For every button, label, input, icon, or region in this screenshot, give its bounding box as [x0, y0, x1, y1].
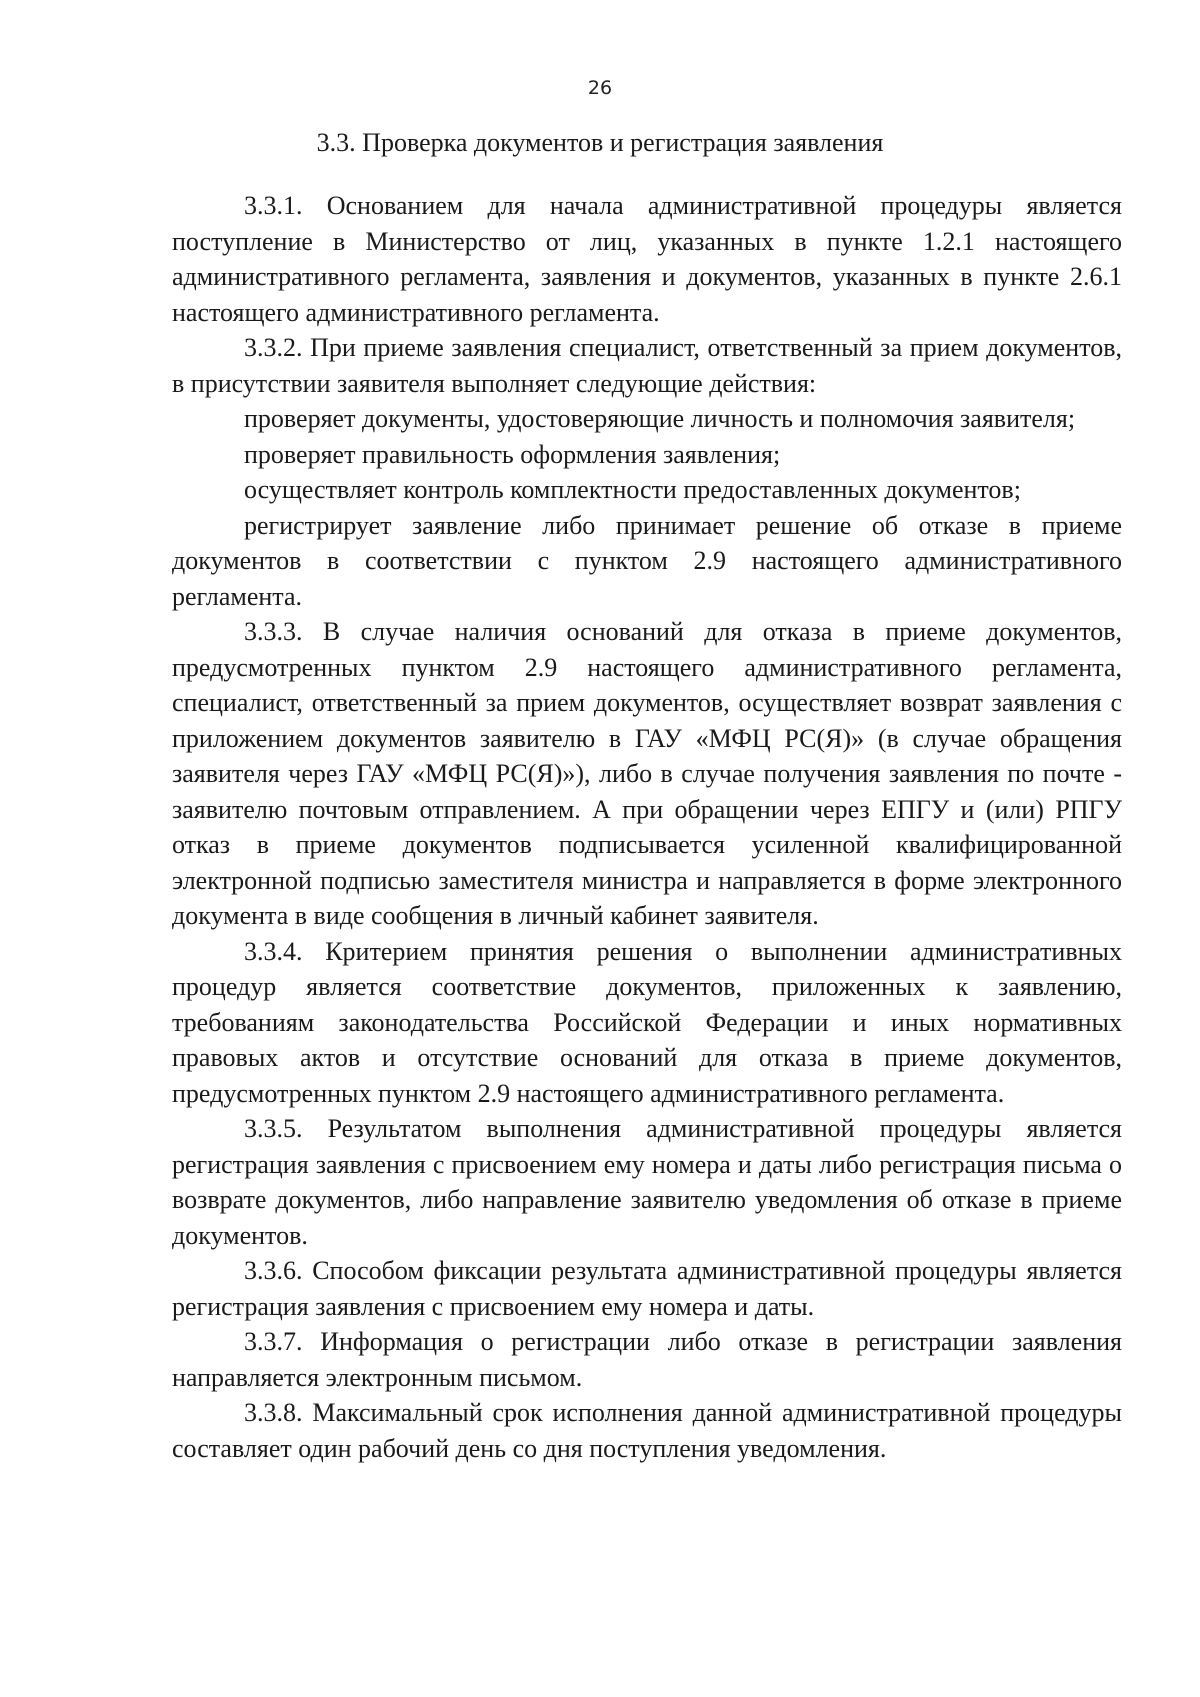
- action-register-or-refuse: регистрирует заявление либо принимает решение об отказе в приеме документов в соответствии с пунктом 2.9 настоящего административного регламента.: [172, 510, 1122, 611]
- paragraph-3-3-1: 3.3.1. Основанием для начала административной процедуры является поступление в Министерство от лиц, указанных в пункте 1.2.1 настоящего административного регламента, заявления и документов, указанных в пункте 2.6.1 настоящего административного регламента.: [172, 191, 1122, 327]
- paragraph-3-3-4: 3.3.4. Критерием принятия решения о выполнении административных процедур является соответствие документов, приложенных к заявлению, требованиям законодательства Российской Федерации и иных нормативных правовых актов и отсутствие оснований для отказа в приеме документов, предусмотренных пунктом 2.9 настоящего административного регламента.: [172, 936, 1122, 1108]
- paragraph-3-3-3: 3.3.3. В случае наличия оснований для отказа в приеме документов, предусмотренных пунктом 2.9 настоящего административного регламента, специалист, ответственный за прием документов, осуществляет возврат заявления с приложением документов заявителю в ГАУ «МФЦ РС(Я)» (в случае обращения заявителя через ГАУ «МФЦ РС(Я)»), либо в случае получения заявления по почте - заявителю почтовым отправлением. А при обращении через ЕПГУ и (или) РПГУ отказ в приеме документов подписывается усиленной квалифицированной электронной подписью заместителя министра и направляется в форме электронного документа в виде сообщения в личный кабинет заявителя.: [172, 617, 1122, 930]
- action-check-application-form: проверяет правильность оформления заявления;: [244, 439, 781, 469]
- page-number: 26: [587, 77, 613, 99]
- paragraph-3-3-2: 3.3.2. При приеме заявления специалист, ответственный за прием документов, в присутствии заявителя выполняет следующие действия:: [172, 333, 1122, 398]
- section-title: 3.3. Проверка документов и регистрация заявления: [316, 128, 884, 157]
- paragraph-3-3-8: 3.3.8. Максимальный срок исполнения данной административной процедуры составляет один рабочий день со дня поступления уведомления.: [172, 1398, 1122, 1463]
- paragraph-3-3-5: 3.3.5. Результатом выполнения административной процедуры является регистрация заявления с присвоением ему номера и даты либо регистрация письма о возврате документов, либо направление заявителю уведомления об отказе в приеме документов.: [172, 1114, 1122, 1250]
- paragraph-3-3-7: 3.3.7. Информация о регистрации либо отказе в регистрации заявления направляется электронным письмом.: [172, 1327, 1122, 1392]
- action-check-identity: проверяет документы, удостоверяющие личность и полномочия заявителя;: [244, 404, 1076, 433]
- action-check-completeness: осуществляет контроль комплектности предоставленных документов;: [244, 475, 1021, 504]
- document-body: [172, 188, 1122, 1466]
- paragraph-3-3-6: 3.3.6. Способом фиксации результата административной процедуры является регистрация заявления с присвоением ему номера и даты.: [172, 1256, 1122, 1321]
